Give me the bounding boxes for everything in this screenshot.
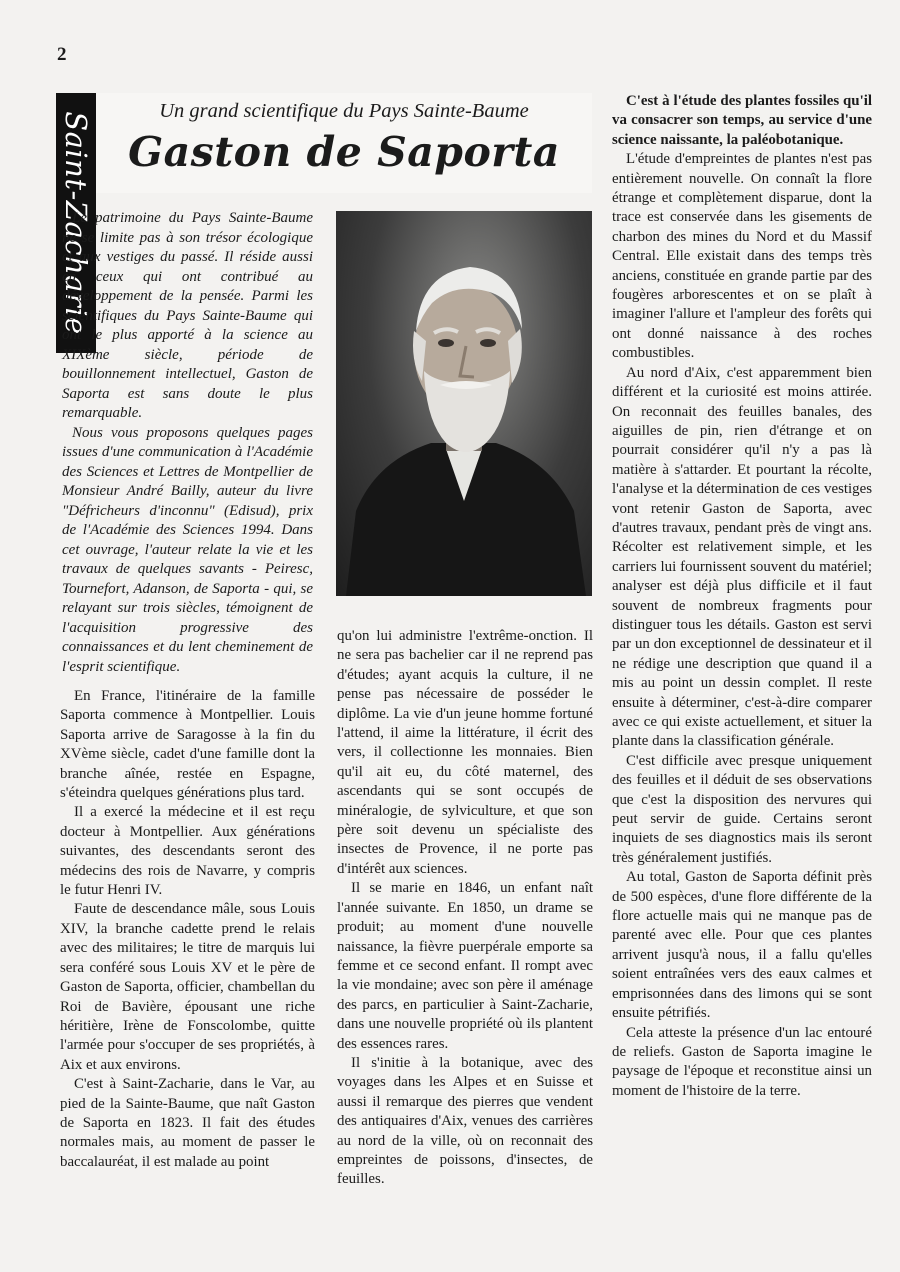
article-paragraph: C'est à Saint-Zacharie, dans le Var, au pied de la Sainte-Baume, que naît Gaston de Saporta en 1823. Il fait des études normales mais, au moment de passer le baccalauréat, il est malade au point: [60, 1076, 315, 1170]
article-paragraph: C'est à l'étude des plantes fossiles qu'il va consacrer son temps, au service d'une science naissante, la paléobotanique.: [612, 93, 872, 148]
article-paragraph: L'étude d'empreintes de plantes n'est pas entièrement nouvelle. On connaît la flore étrange et complètement disparue, dont la trace est conservée dans les gisements de charbon des mines du Nord et du Massif Central. Elle existait dans des temps très anciens, constituée en grande partie par des fougères arborescentes et on se plaît à imaginer l'allure et l'ampleur des forêts qui ont donné naissance à des roches combustibles.: [612, 151, 872, 362]
article-paragraph: Faute de descendance mâle, sous Louis XIV, la branche cadette prend le relais avec des militaires; le titre de marquis lui sera conféré sous Louis XV et le père de Gaston de Saporta, officier, chambellan du Roi de Bavière, épousant une riche héritière, Irène de Fonscolombe, quitte l'armée pour s'occuper de ses propriétés, à Aix et aux environs.: [60, 901, 315, 1073]
article-paragraph: En France, l'itinéraire de la famille Saporta commence à Montpellier. Louis Saporta arrive de Saragosse à la fin du XVème siècle, cadet d'une famille dont la branche aînée, restée en Espagne, s'éteindra quelques générations plus tard.: [60, 688, 315, 802]
article-paragraph: Il s'initie à la botanique, avec des voyages dans les Alpes et en Suisse et aussi il remarque des pierres que vendent des antiquaires d'Aix, venues des carrières au nord de la ville, où on reconnait des empreintes de poissons, d'insectes, de feuilles.: [337, 1054, 593, 1188]
article-paragraph: Il se marie en 1846, un enfant naît l'année suivante. En 1850, un drame se produit; au moment d'une nouvelle naissance, la fièvre puerpérale emporte sa femme et ce second enfant. Il rompt avec la vie mondaine; avec son père il aménage des parcs, en particulier à Saint-Zacharie, dans une nouvelle propriété où ils plantent des essences rares.: [337, 880, 593, 1052]
article-paragraph: Cela atteste la présence d'un lac entouré de reliefs. Gaston de Saporta imagine le paysage de l'époque et reconstitue ainsi un moment de l'histoire de la terre.: [612, 1024, 872, 1099]
article-paragraph: qu'on lui administre l'extrême-onction. Il ne sera pas bachelier car il ne reprend pas d'études; ayant acquis la culture, il ne pense pas nécessaire de posséder le diplôme. La vie d'un jeune homme fortuné l'attend, il aime la littérature, il écrit des vers, il collectionne les monnaies. Bien qu'il ait eu, du côté maternel, des ascendants qui se sont occupés de minéralogie, de sylviculture, et que son père soit devenu un spécialiste des insectes de Provence, il ne porte pas d'intérêt aux sciences.: [337, 628, 593, 877]
portrait-photo: [336, 211, 592, 596]
intro-paragraph: Nous vous proposons quelques pages issues d'une communication à l'Académie des Sciences et Lettres de Montpellier de Monsieur André Bailly, auteur du livre "Défricheurs d'inconnu" (Edisud), prix de l'Académie des Sciences 1994. Dans cet ouvrage, l'auteur relate la vie et les travaux de quelques savants - Peiresc, Tournefort, Adanson, de Saporta - qui, se relayant sur trois siècles, témoignent de l'acquisition progressive des connaissances et du lent cheminement de l'esprit scientifique.: [62, 424, 313, 675]
article-paragraph: Il a exercé la médecine et il est reçu docteur à Montpellier. Aux générations suivantes, des descendants seront des médecins des rois de Navarre, y compris le futur Henri IV.: [60, 804, 315, 899]
side-tab-label: Saint-Zacharie: [59, 111, 94, 335]
page-number: 2: [57, 44, 67, 65]
article-column-2: [337, 627, 593, 1190]
article-paragraph: C'est difficile avec presque uniquement des feuilles et il déduit de ses observations que c'est la disposition des nervures qui peut servir de guide. Certains seront inquiets de ses diagnostics mais ils seront très généralement justifiés.: [612, 752, 872, 866]
article-paragraph: Au total, Gaston de Saporta définit près de 500 espèces, d'une flore différente de la flore actuelle mais qui ne manque pas de parenté avec elle. Pour que ces plantes arrivent jusqu'à nous, il a fallu qu'elles soient entraînées vers des eaux calmes et emprisonnées dans des limons qui se sont ensuite pétrifiés.: [612, 869, 872, 1022]
portrait-illustration: [336, 211, 592, 596]
article-column-1: [60, 687, 315, 1172]
article-subtitle: Un grand scientifique du Pays Sainte-Baume: [159, 100, 529, 122]
article-paragraph: Au nord d'Aix, c'est apparemment bien différent et la curiosité est moins attirée. On reconnait des feuilles banales, des aiguilles de pin, rien d'étrange et on pourrait considérer qu'il n'y a pas là matière à s'attarder. Et pourtant la récolte, l'analyse et la détermination de ces vestiges vont retenir Gaston de Saporta, avec d'autres travaux, pendant près de vingt ans. Récolter est relativement simple, et les carriers lui fournissent souvent du matériel; analyser est déjà plus difficile et il faut souvent de nombreux fragments pour distinguer tous les détails. Gaston est servi par un don exceptionnel de dessinateur et il ne rédige une description que quand il a mis au point un dessin complet. Il reste ensuite à déterminer, c'est-à-dire comparer avec ce qui existe actuellement, et situer la plante dans la classification générale.: [612, 364, 872, 750]
article-column-3: [612, 92, 872, 1101]
intro-paragraph: Le patrimoine du Pays Sainte-Baume ne se limite pas à son trésor écologique et aux vestiges du passé. Il réside aussi en ceux qui ont contribué au développement de la pensée. Parmi les scientifiques du Pays Sainte-Baume qui ont le plus apporté à la science au XIXème siècle, période de bouillonnement intellectuel, Gaston de Saporta est sans doute le plus remarquable.: [62, 210, 313, 421]
intro-text: [62, 209, 313, 677]
article-title: Gaston de Saporta: [128, 128, 560, 176]
